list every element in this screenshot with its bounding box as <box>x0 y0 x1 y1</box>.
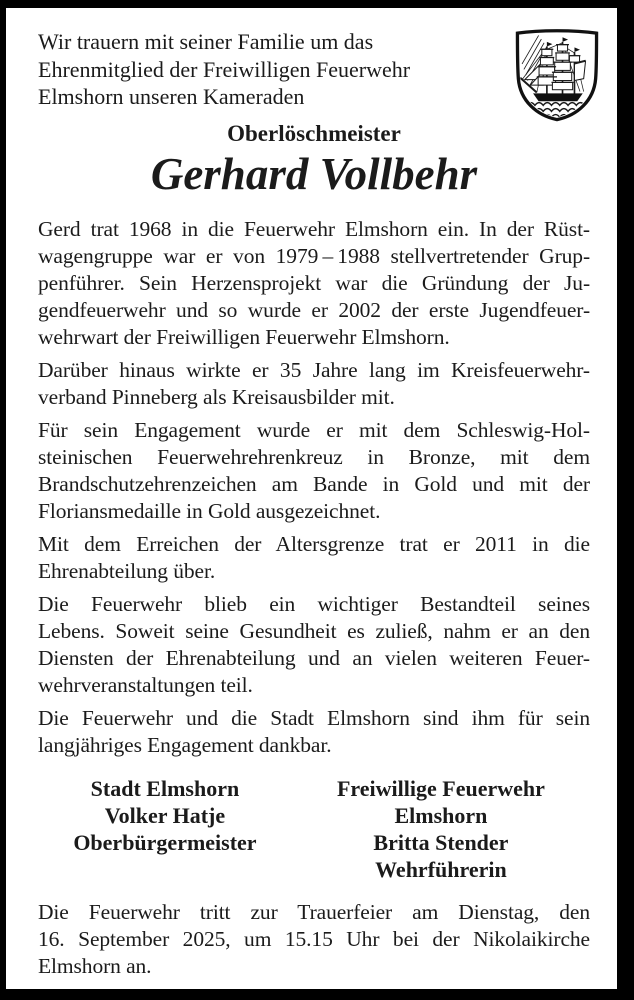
signature-fire-brigade <box>292 775 590 883</box>
paragraph-line: verband Pinneberg als Kreisausbilder mit. <box>38 384 395 409</box>
funeral-info-line: 16. September 2025, um 15.15 Uhr bei der Nikolaikirche <box>38 926 590 951</box>
intro-line: Wir trauern mit seiner Familie um das <box>38 29 374 54</box>
signature-columns <box>38 775 590 883</box>
paragraph-line: Die Feuerwehr blieb ein wichtiger Bestandteil seines <box>38 591 590 616</box>
paragraph-line: Diensten der Ehrenabteilung und an vielen weiteren Feuer- <box>38 645 590 670</box>
signature-line: Oberbürgermeister <box>73 829 257 855</box>
elmshorn-coat-of-arms-icon <box>511 27 603 123</box>
paragraph-line: wehrveranstaltungen teil. <box>38 672 253 697</box>
paragraph-line: Brandschutzehrenzeichen am Bande in Gold und mit der <box>38 471 590 496</box>
paragraph-line: Die Feuerwehr und die Stadt Elmshorn sind ihm für sein <box>38 705 590 730</box>
signature-line: Wehrführerin <box>375 856 507 882</box>
paragraph-line: gendfeuerwehr und so wurde er 2002 der erste Jugendfeuer- <box>38 297 590 322</box>
intro-line: Elmshorn unseren Kameraden <box>38 84 305 109</box>
signature-line: Volker Hatje <box>104 802 226 828</box>
paragraph-line: Mit dem Erreichen der Altersgrenze trat er 2011 in die <box>38 531 590 556</box>
paragraph-line: wagengruppe war er von 1979 – 1988 stellvertretender Grup- <box>38 243 590 268</box>
paragraph-line: Floriansmedaille in Gold ausgezeichnet. <box>38 498 381 523</box>
paragraph-line: Darüber hinaus wirkte er 35 Jahre lang im Kreisfeuerwehr- <box>38 357 590 382</box>
signature-line: Britta Stender <box>373 829 509 855</box>
signature-line: Stadt Elmshorn <box>90 775 240 801</box>
obituary-card <box>6 8 617 989</box>
paragraph <box>38 531 590 585</box>
intro-line: Ehrenmitglied der Freiwilligen Feuerwehr <box>38 56 411 82</box>
paragraph-line: Ehrenabteilung über. <box>38 558 216 583</box>
hull <box>533 93 583 101</box>
funeral-info-line: Elmshorn an. <box>38 953 152 978</box>
deceased-name: Gerhard Vollbehr <box>150 148 478 199</box>
funeral-info-line: Die Feuerwehr tritt zur Trauerfeier am Dienstag, den <box>38 899 590 924</box>
signature-city <box>38 775 292 883</box>
funeral-info <box>38 899 590 980</box>
paragraph-line: steinischen Feuerwehrehrenkreuz in Bronze, mit dem <box>38 444 590 469</box>
paragraph <box>38 216 590 351</box>
intro-text <box>38 28 508 111</box>
obituary-body <box>38 216 590 759</box>
paragraph <box>38 591 590 699</box>
paragraph-line: wehrwart der Freiwilligen Feuerwehr Elmshorn. <box>38 324 450 349</box>
rank-title: Oberlöschmeister <box>227 120 401 146</box>
paragraph-line: Für sein Engagement wurde er mit dem Schleswig-Hol- <box>38 417 590 442</box>
signature-line: Freiwillige Feuerwehr <box>336 775 545 801</box>
paragraph <box>38 705 590 759</box>
paragraph-line: Lebens. Soweit seine Gesundheit es zuließ, nahm er an den <box>38 618 590 643</box>
paragraph-line: penführer. Sein Herzensprojekt war die Gründung der Ju- <box>38 270 590 295</box>
paragraph <box>38 357 590 411</box>
paragraph-line: langjähriges Engagement dankbar. <box>38 732 332 757</box>
signature-line: Elmshorn <box>394 802 488 828</box>
paragraph-line: Gerd trat 1968 in die Feuerwehr Elmshorn ein. In der Rüst- <box>38 216 590 241</box>
paragraph <box>38 417 590 525</box>
